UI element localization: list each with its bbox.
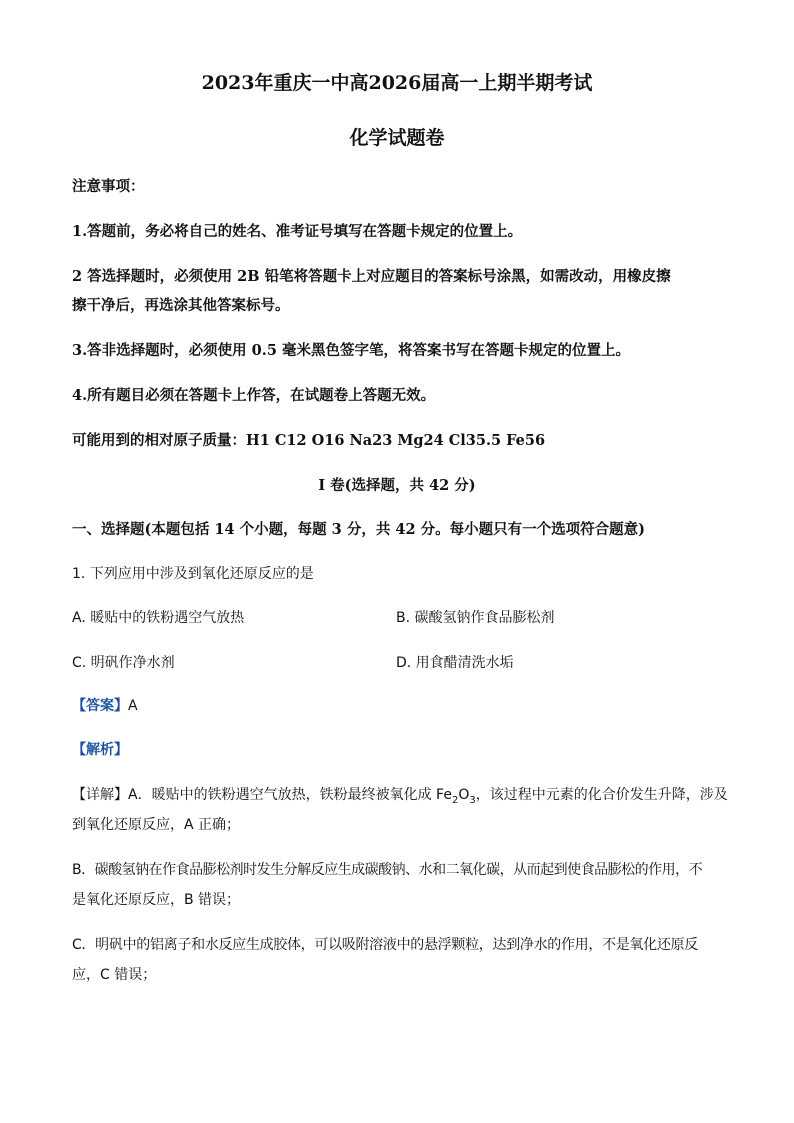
detail-c-line1: C．明矾中的铝离子和水反应生成胶体，可以吸附溶液中的悬浮颗粒，达到净水的作用，不是氧化还原反 [72, 937, 698, 953]
detail-a-text-end: ，该过程中元素的化合价发生升降，涉及 [475, 787, 728, 803]
notice-heading: 注意事项： [72, 178, 145, 195]
answer-label: 【答案】 [72, 698, 128, 714]
option-b: B. 碳酸氢钠作食品膨松剂 [396, 610, 555, 626]
notice-item-3: 3.答非选择题时，必须使用 0.5 毫米黑色签字笔，将答案书写在答题卡规定的位置上。 [72, 342, 630, 359]
exam-title: 2023年重庆一中高2026届高一上期半期考试 [201, 72, 593, 94]
detail-b-line2: 是氧化还原反应，B 错误； [72, 892, 241, 908]
detail-a-sub1: 2 [451, 794, 459, 806]
analysis-label: 【解析】 [72, 742, 128, 758]
volume-title: I 卷(选择题，共 42 分) [318, 477, 476, 494]
answer-line [72, 698, 138, 715]
exam-subtitle: 化学试题卷 [349, 127, 445, 149]
question-stem: 1. 下列应用中涉及到氧化还原反应的是 [72, 566, 314, 582]
atomic-masses: 可能用到的相对原子质量：H1 C12 O16 Na23 Mg24 Cl35.5 Fe56 [72, 432, 546, 449]
option-d: D. 用食醋清洗水垢 [396, 655, 514, 671]
detail-c-line2: 应，C 错误； [72, 967, 157, 983]
notice-item-2-line2: 擦干净后，再选涂其他答案标号。 [72, 297, 290, 314]
option-c: C. 明矾作净水剂 [72, 655, 175, 671]
detail-a-line1 [72, 787, 728, 804]
detail-b-line1: B．碳酸氢钠在作食品膨松剂时发生分解反应生成碳酸钠、水和二氧化碳，从而起到使食品膨松的作用，不 [72, 862, 703, 878]
notice-item-4: 4.所有题目必须在答题卡上作答，在试题卷上答题无效。 [72, 387, 436, 404]
detail-label: 【详解】 [72, 787, 128, 803]
detail-a-line2: 到氧化还原反应，A 正确； [72, 817, 241, 833]
detail-a-sub2: 3 [469, 794, 476, 806]
detail-a-mid: O [458, 787, 470, 803]
notice-item-2-line1: 2 答选择题时，必须使用 2B 铅笔将答题卡上对应题目的答案标号涂黑，如需改动，用橡皮擦 [72, 268, 671, 285]
analysis-line [72, 742, 128, 759]
part-title: 一、选择题(本题包括 14 个小题，每题 3 分，共 42 分。每小题只有一个选项符合题意) [72, 521, 645, 538]
notice-item-1: 1.答题前，务必将自己的姓名、准考证号填写在答题卡规定的位置上。 [72, 223, 523, 240]
answer-value: A [128, 698, 138, 714]
detail-a-text: A．暖贴中的铁粉遇空气放热，铁粉最终被氧化成 Fe [128, 787, 452, 803]
option-a: A. 暖贴中的铁粉遇空气放热 [72, 610, 245, 626]
